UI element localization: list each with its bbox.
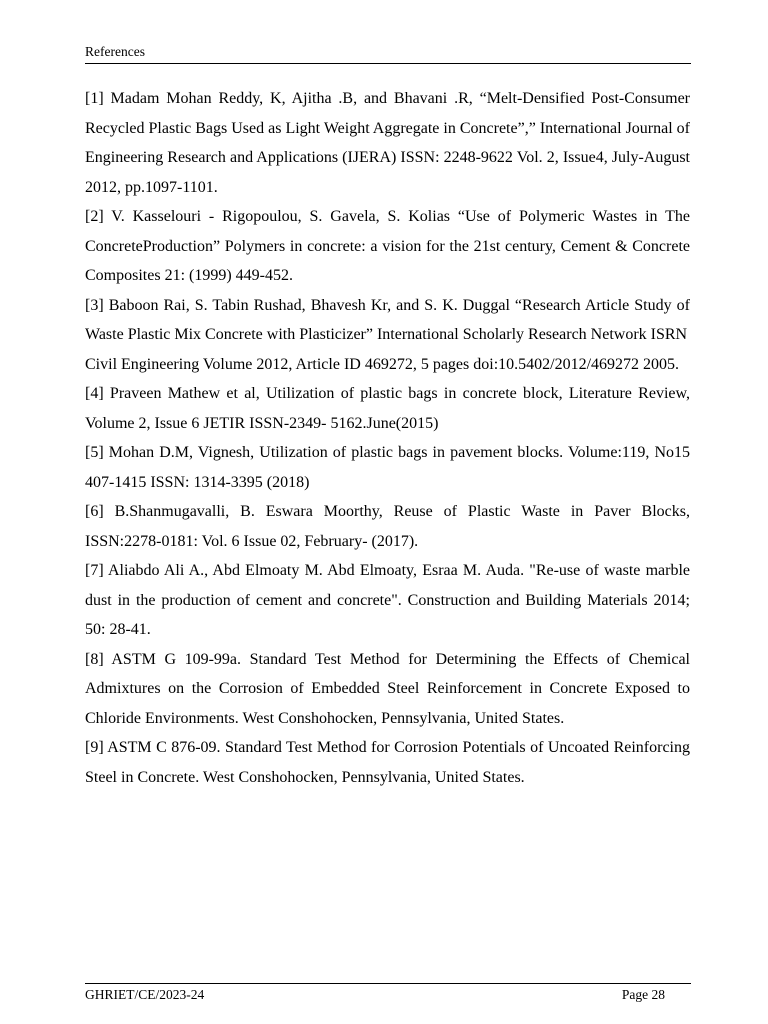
reference-text: [6] B.Shanmugavalli, B. Eswara Moorthy, Reuse of Plastic Waste in Paver Blocks, ISSN:2278-0181: Vol. 6 Issue 02, February- (2017). (85, 503, 690, 550)
footer-page-number: Page 28 (621, 987, 665, 1002)
reference-entry-2 (85, 202, 690, 291)
reference-text: [2] V. Kasselouri - Rigopoulou, S. Gavela, S. Kolias “Use of Polymeric Wastes in The ConcreteProduction” Polymers in concrete: a vision for the 21st century, Cement & Concrete Composites 21: (1999) 449-452. (85, 208, 690, 284)
reference-entry-5 (85, 438, 690, 497)
reference-entry-7 (85, 556, 690, 645)
reference-entry-1 (85, 84, 690, 202)
reference-text: [9] ASTM C 876-09. Standard Test Method for Corrosion Potentials of Uncoated Reinforcing Steel in Concrete. West Conshohocken, Pennsylvania, United States. (85, 739, 690, 786)
header-divider (85, 63, 691, 64)
reference-entry-8 (85, 645, 690, 734)
reference-text: [1] Madam Mohan Reddy, K, Ajitha .B, and Bhavani .R, “Melt-Densified Post-Consumer Recycled Plastic Bags Used as Light Weight Aggregate in Concrete”,” International Journal of Engineering Research and Applications (IJERA) ISSN: 2248-9622 Vol. 2, Issue4, July-August 2012, pp.1097-1101. (85, 90, 690, 196)
reference-entry-4 (85, 379, 690, 438)
footer-document-code: GHRIET/CE/2023-24 (85, 987, 205, 1002)
reference-text: [8] ASTM G 109-99a. Standard Test Method for Determining the Effects of Chemical Admixtures on the Corrosion of Embedded Steel Reinforcement in Concrete Exposed to Chloride Environments. West Conshohocken, Pennsylvania, United States. (85, 650, 690, 727)
reference-text: [5] Mohan D.M, Vignesh, Utilization of plastic bags in pavement blocks. Volume:119, No15 407-1415 ISSN: 1314-3395 (2018) (85, 444, 690, 491)
reference-text: [3] Baboon Rai, S. Tabin Rushad, Bhavesh Kr, and S. K. Duggal “Research Article Study of Waste Plastic Mix Concrete with Plasticizer” International Scholarly Research Network ISRN (85, 296, 690, 343)
references-list (85, 84, 690, 792)
reference-entry-6 (85, 497, 690, 556)
reference-entry-9 (85, 733, 690, 792)
running-header-title: References (85, 44, 145, 59)
reference-text: [7] Aliabdo Ali A., Abd Elmoaty M. Abd Elmoaty, Esraa M. Auda. "Re-use of waste marble dust in the production of cement and concrete". Construction and Building Materials 2014; 50: 28-41. (85, 562, 690, 638)
reference-text-continued: Civil Engineering Volume 2012, Article ID 469272, 5 pages doi:10.5402/2012/469272 2005. (85, 355, 680, 373)
reference-entry-3 (85, 291, 690, 380)
footer-divider (85, 983, 691, 984)
reference-text: [4] Praveen Mathew et al, Utilization of plastic bags in concrete block, Literature Review, Volume 2, Issue 6 JETIR ISSN-2349- 5162.June(2015) (85, 385, 690, 432)
